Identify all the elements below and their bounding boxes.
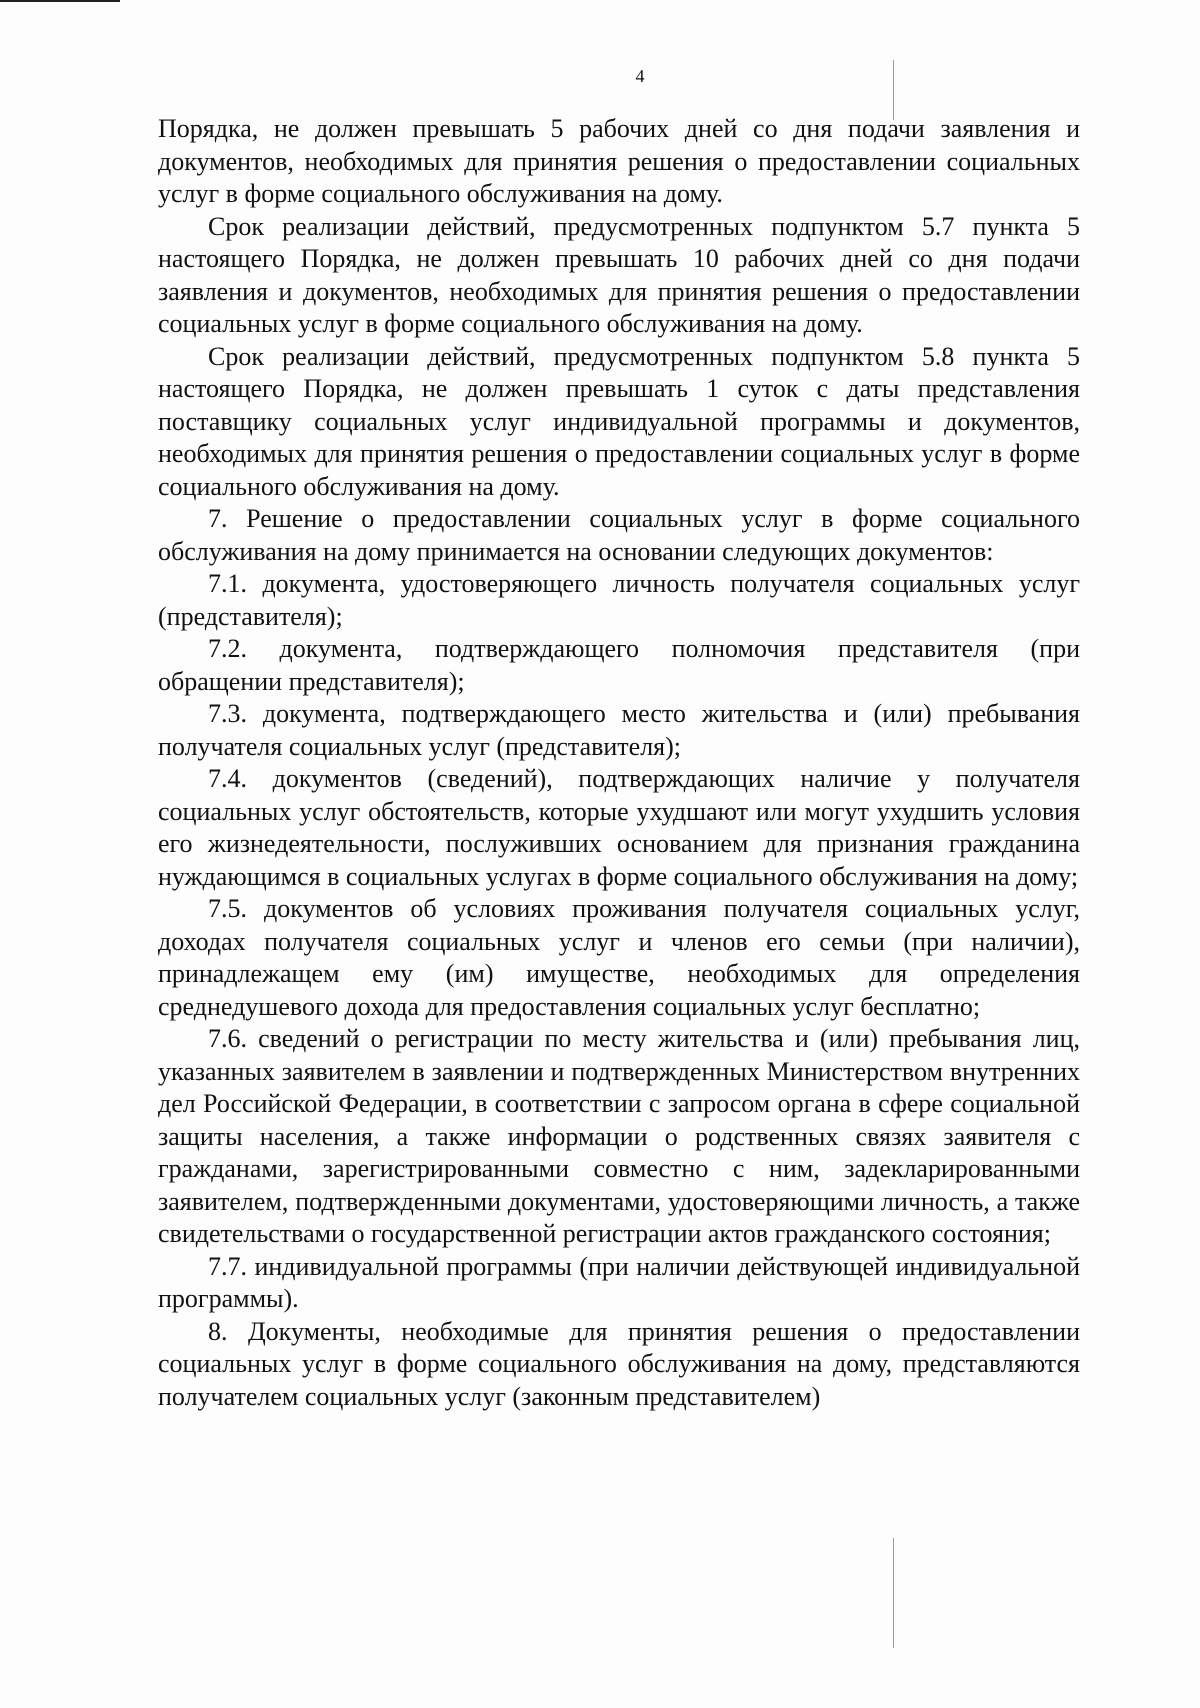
paragraph: 8. Документы, необходимые для принятия решения о предоставлении социальных услуг в форме социального обслуживания на дому, представляются получателем социальных услуг (законным представителем) [158, 1316, 1080, 1411]
paragraph: 7. Решение о предоставлении социальных услуг в форме социального обслуживания на дому принимается на основании следующих документов: [158, 504, 1080, 566]
paragraph: 7.1. документа, удостоверяющего личность получателя социальных услуг (представителя); [158, 569, 1080, 631]
page-number: 4 [635, 66, 645, 86]
scan-mark [893, 1538, 894, 1648]
paragraph: 7.4. документов (сведений), подтверждающих наличие у получателя социальных услуг обстоятельств, которые ухудшают или могут ухудшить условия его жизнедеятельности, послуживших основанием для признания гражданина нуждающимся в социальных услугах в форме социального обслуживания на дому; [158, 764, 1080, 891]
paragraph: 7.6. сведений о регистрации по месту жительства и (или) пребывания лиц, указанных заявителем в заявлении и подтвержденных Министерством внутренних дел Российской Федерации, в соответствии с запросом органа в сфере социальной защиты населения, а также информации о родственных связях заявителя с гражданами, зарегистрированными совместно с ним, задекларированными заявителем, подтвержденными документами, удостоверяющими личность, а также свидетельствами о государственной регистрации актов гражданского состояния; [158, 1024, 1080, 1248]
paragraph: 7.2. документа, подтверждающего полномочия представителя (при обращении представителя); [158, 634, 1080, 696]
document-body [158, 113, 1080, 1413]
paragraph: Порядка, не должен превышать 5 рабочих дней со дня подачи заявления и документов, необходимых для принятия решения о предоставлении социальных услуг в форме социального обслуживания на дому. [158, 114, 1080, 208]
paragraph: 7.5. документов об условиях проживания получателя социальных услуг, доходах получателя социальных услуг и членов его семьи (при наличии), принадлежащем ему (им) имуществе, необходимых для определения среднедушевого дохода для предоставления социальных услуг бесплатно; [158, 894, 1080, 1021]
paragraph: Срок реализации действий, предусмотренных подпунктом 5.8 пункта 5 настоящего Порядка, не должен превышать 1 суток с даты представления поставщику социальных услуг индивидуальной программы и документов, необходимых для принятия решения о предоставлении социальных услуг в форме социального обслуживания на дому. [158, 341, 1080, 501]
paragraph: 7.7. индивидуальной программы (при наличии действующей индивидуальной программы). [158, 1251, 1080, 1313]
paragraph: Срок реализации действий, предусмотренных подпунктом 5.7 пункта 5 настоящего Порядка, не должен превышать 10 рабочих дней со дня подачи заявления и документов, необходимых для принятия решения о предоставлении социальных услуг в форме социального обслуживания на дому. [158, 211, 1080, 338]
paragraph: 7.3. документа, подтверждающего место жительства и (или) пребывания получателя социальных услуг (представителя); [158, 699, 1080, 761]
top-rule [0, 0, 120, 2]
